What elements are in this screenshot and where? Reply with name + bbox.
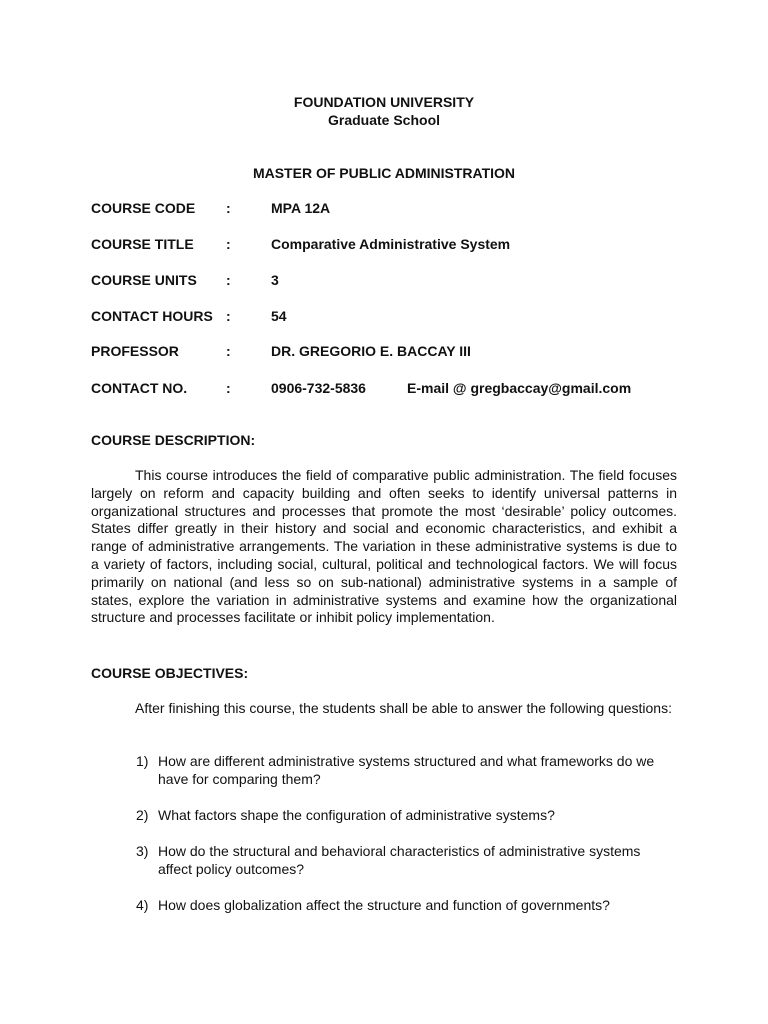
info-colon: :	[226, 343, 231, 359]
objective-text: How does globalization affect the structure and function of governments?	[158, 897, 610, 913]
info-colon: :	[226, 236, 231, 252]
course-description-heading: COURSE DESCRIPTION:	[91, 432, 256, 448]
info-label: COURSE UNITS	[91, 272, 197, 288]
school-name: Graduate School	[327, 112, 441, 128]
info-value: 54	[271, 308, 287, 324]
info-value: 3	[271, 272, 279, 288]
objective-item	[136, 897, 677, 915]
info-colon: :	[226, 380, 231, 396]
university-name: FOUNDATION UNIVERSITY	[293, 94, 475, 110]
info-colon: :	[226, 308, 231, 324]
objective-item	[136, 843, 677, 879]
email-text: E-mail @ gregbaccay@gmail.com	[407, 380, 632, 396]
objective-text: What factors shape the configuration of administrative systems?	[158, 807, 555, 823]
course-description-text: This course introduces the field of comparative public administration. The field focuses largely on reform and capacity building and often seeks to identify universal patterns in organizational structures and processes that promote the most ‘desirable’ policy outcomes. States differ greatly in their history and social and economic characteristics, and exhibit a range of administrative arrangements. The variation in these administrative systems is due to a variety of factors, including social, cultural, political and technological factors. We will focus primarily on national (and less so on sub-national) administrative systems in a sample of states, explore the variation in administrative systems and examine how the organizational structure and processes facilitate or inhibit policy implementation.	[91, 467, 677, 626]
objective-item	[136, 753, 677, 789]
objective-item	[136, 807, 677, 825]
objective-number: 4)	[136, 897, 149, 913]
program-title: MASTER OF PUBLIC ADMINISTRATION	[252, 165, 516, 181]
info-colon: :	[226, 200, 231, 216]
objective-number: 1)	[136, 753, 149, 769]
info-value: 0906-732-5836	[271, 380, 366, 396]
info-label: PROFESSOR	[91, 343, 179, 359]
info-value: DR. GREGORIO E. BACCAY III	[271, 343, 471, 359]
objectives-intro: After finishing this course, the students shall be able to answer the following questions:	[135, 700, 672, 716]
info-label: COURSE TITLE	[91, 236, 194, 252]
info-label: CONTACT HOURS	[91, 308, 213, 324]
objective-text: How do the structural and behavioral characteristics of administrative systems affect policy outcomes?	[158, 843, 641, 877]
objective-text: How are different administrative systems structured and what frameworks do we have for comparing them?	[158, 753, 655, 787]
course-objectives-heading: COURSE OBJECTIVES:	[91, 665, 249, 681]
info-label: CONTACT NO.	[91, 380, 188, 396]
info-value: MPA 12A	[271, 200, 331, 216]
info-label: COURSE CODE	[91, 200, 196, 216]
info-colon: :	[226, 272, 231, 288]
objective-number: 3)	[136, 843, 149, 859]
objective-number: 2)	[136, 807, 149, 823]
info-value: Comparative Administrative System	[271, 236, 511, 252]
